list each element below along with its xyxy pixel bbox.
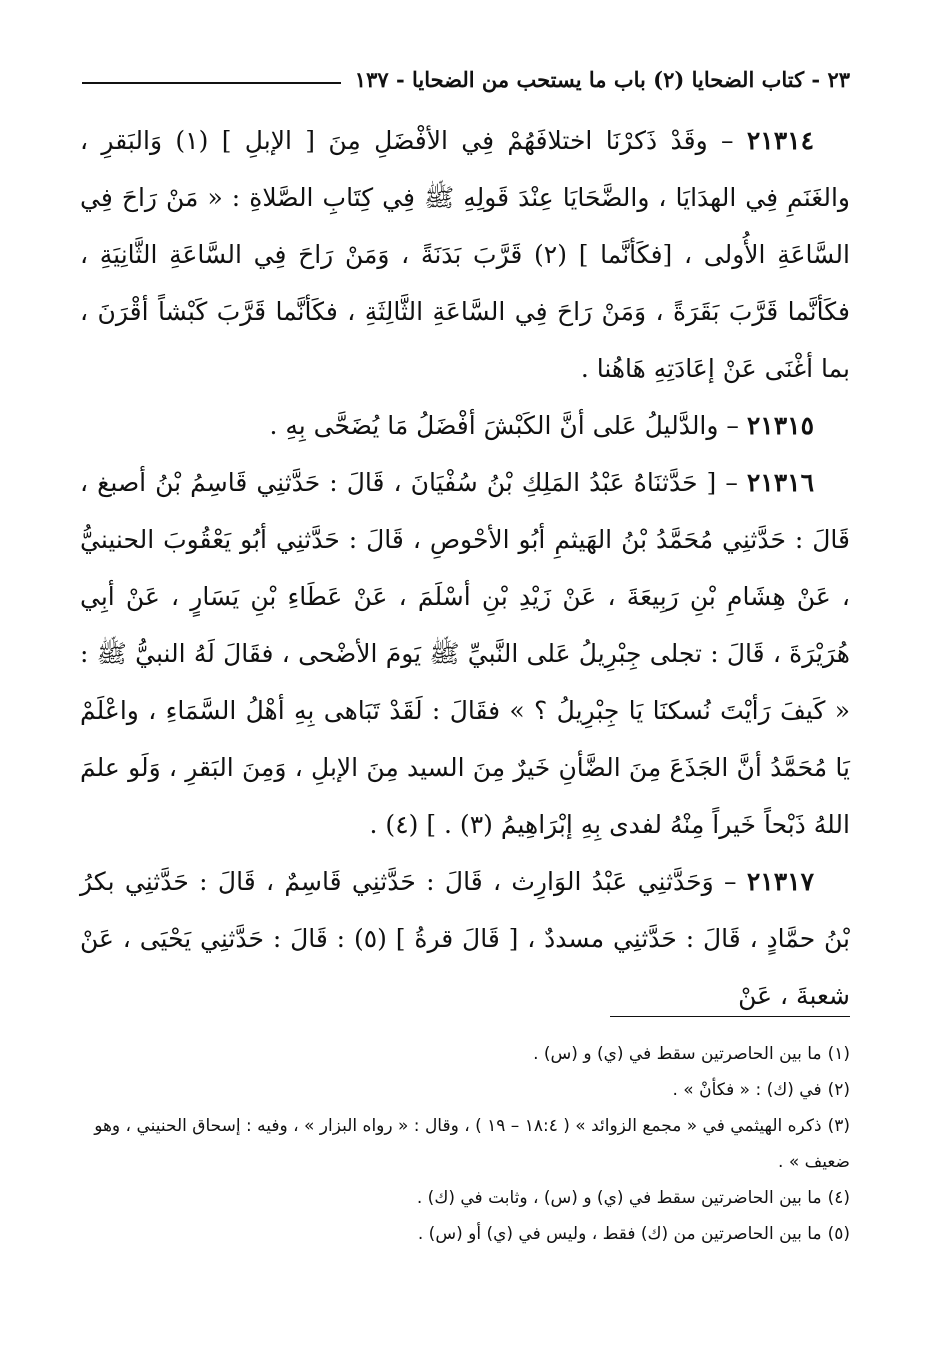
footnote-text: ما بين الحاضرتين سقط في (ي) و (س) ، وثابت في (ك) . xyxy=(416,1188,822,1208)
footnote-text: ما بين الحاصرتين سقط في (ي) و (س) . xyxy=(533,1044,822,1064)
paragraph-text: – والدَّليلُ عَلى أنَّ الكَبْشَ أفْضَلُ مَا يُضَحَّى بِهِ . xyxy=(269,411,747,440)
footnote-text: في (ك) : « فكأنْ » . xyxy=(672,1080,822,1100)
paragraph xyxy=(80,397,850,454)
footnote xyxy=(80,1216,850,1252)
footnote xyxy=(80,1036,850,1072)
footnote-text: ذكره الهيثمي في « مجمع الزوائد » ( ١٨:٤ – ١٩ ) ، وقال : « رواه البزار » ، وفيه : إسحاق الحنيني ، وهو ضعيف » . xyxy=(94,1116,850,1172)
header-rule xyxy=(82,82,341,84)
footnotes xyxy=(80,1036,850,1252)
footnote-number: (٣) xyxy=(827,1116,850,1136)
footnote-number: (٤) xyxy=(827,1188,850,1208)
footnote-number: (٢) xyxy=(827,1080,850,1100)
running-title: ٢٣ - كتاب الضحايا (٢) باب ما يستحب من الضحايا - ١٣٧ xyxy=(354,67,850,92)
paragraph-number: ٢١٣١٤ xyxy=(746,126,814,155)
paragraph-number: ٢١٣١٧ xyxy=(746,867,814,896)
paragraph-text: – وَحَدَّثنِي عَبْدُ الوَارِث ، قَالَ : حَدَّثنِي قَاسِمٌ ، قَالَ : حَدَّثنِي بكرُ بْنُ حمَّادٍ ، قَالَ : حَدَّثنِي مسددٌ ، [ قَالَ قرةُ ] (٥) : قَالَ : حَدَّثنِي يَحْيَى ، عَنْ شعبةَ ، عَنْ xyxy=(80,867,850,1010)
footnote xyxy=(80,1072,850,1108)
paragraph-text: – وقَدْ ذَكرْنَا اختلافَهُمْ فِي الأفْضَلِ مِنَ [ الإبلِ ] (١) وَالبَقرِ ، والغَنَمِ فِي الهدَايَا ، والضَّحَايَا عِنْدَ قَولِهِ ﷺ فِي كِتَابِ الصَّلاةِ : « مَنْ رَاحَ فِي السَّاعَةِ الأُولى ، [فكَأنَّما ] (٢) قَرَّبَ بَدَنَةً ، وَمَنْ رَاحَ فِي السَّاعَةِ الثَّانِيَةِ ، فكَأنَّما قَرَّبَ بَقَرَةً ، وَمَنْ رَاحَ فِي السَّاعَةِ الثَّالِثَةِ ، فكَأنَّما قَرَّبَ كَبْشاً أقْرَنَ ، بما أغْنَى عَنْ إعَادَتِهِ هَاهُنا . xyxy=(80,126,851,383)
footnote-number: (٥) xyxy=(827,1224,850,1244)
main-text xyxy=(80,112,850,1024)
footnote xyxy=(80,1108,850,1180)
paragraph xyxy=(80,853,850,1024)
paragraph xyxy=(80,454,850,853)
footnote xyxy=(80,1180,850,1216)
page-header xyxy=(82,58,850,92)
paragraph xyxy=(80,112,850,397)
paragraph-text: – [ حَدَّثنَاهُ عَبْدُ المَلِكِ بْنُ سُفْيَانَ ، قَالَ : حَدَّثنِي قَاسِمُ بْنُ أصبغ ، قَالَ : حَدَّثنِي مُحَمَّدُ بْنُ الهَيثمِ أبُو الأحْوصِ ، قَالَ : حَدَّثنِي أبُو يَعْقُوبَ الحنينيُّ ، عَنْ هِشَامِ بْنِ رَبِيعَةَ ، عَنْ زَيْدِ بْنِ أسْلَمَ ، عَنْ عَطَاءِ بْنِ يَسَارٍ ، عَنْ أبِي هُرَيْرَةَ ، قَالَ : تجلى جِبْرِيلُ عَلى النَّبيِّ ﷺ يَومَ الأضْحى ، فقَالَ لَهُ النبيُّ ﷺ : « كَيفَ رَأيْتَ نُسكنَا يَا جِبْرِيلُ ؟ » فقَالَ : لَقَدْ تَبَاهى بِهِ أهْلُ السَّمَاءِ ، واعْلَمْ يَا مُحَمَّدُ أنَّ الجَذَعَ مِنَ الضَّأنِ خَيرٌ مِنَ السيد مِنَ الإبلِ ، وَمِنَ البَقرِ ، وَلَو علمَ اللهُ ذَبْحاً خَيراً مِنْهُ لفدى بِهِ إبْرَاهِيمُ (٣) . ] (٤) . xyxy=(80,468,850,839)
footnote-text: ما بين الحاصرتين من (ك) فقط ، وليس في (ي) أو (س) . xyxy=(417,1224,822,1244)
footnote-number: (١) xyxy=(827,1044,850,1064)
paragraph-number: ٢١٣١٦ xyxy=(746,468,814,497)
paragraph-number: ٢١٣١٥ xyxy=(746,411,814,440)
footnote-separator xyxy=(610,1016,850,1017)
